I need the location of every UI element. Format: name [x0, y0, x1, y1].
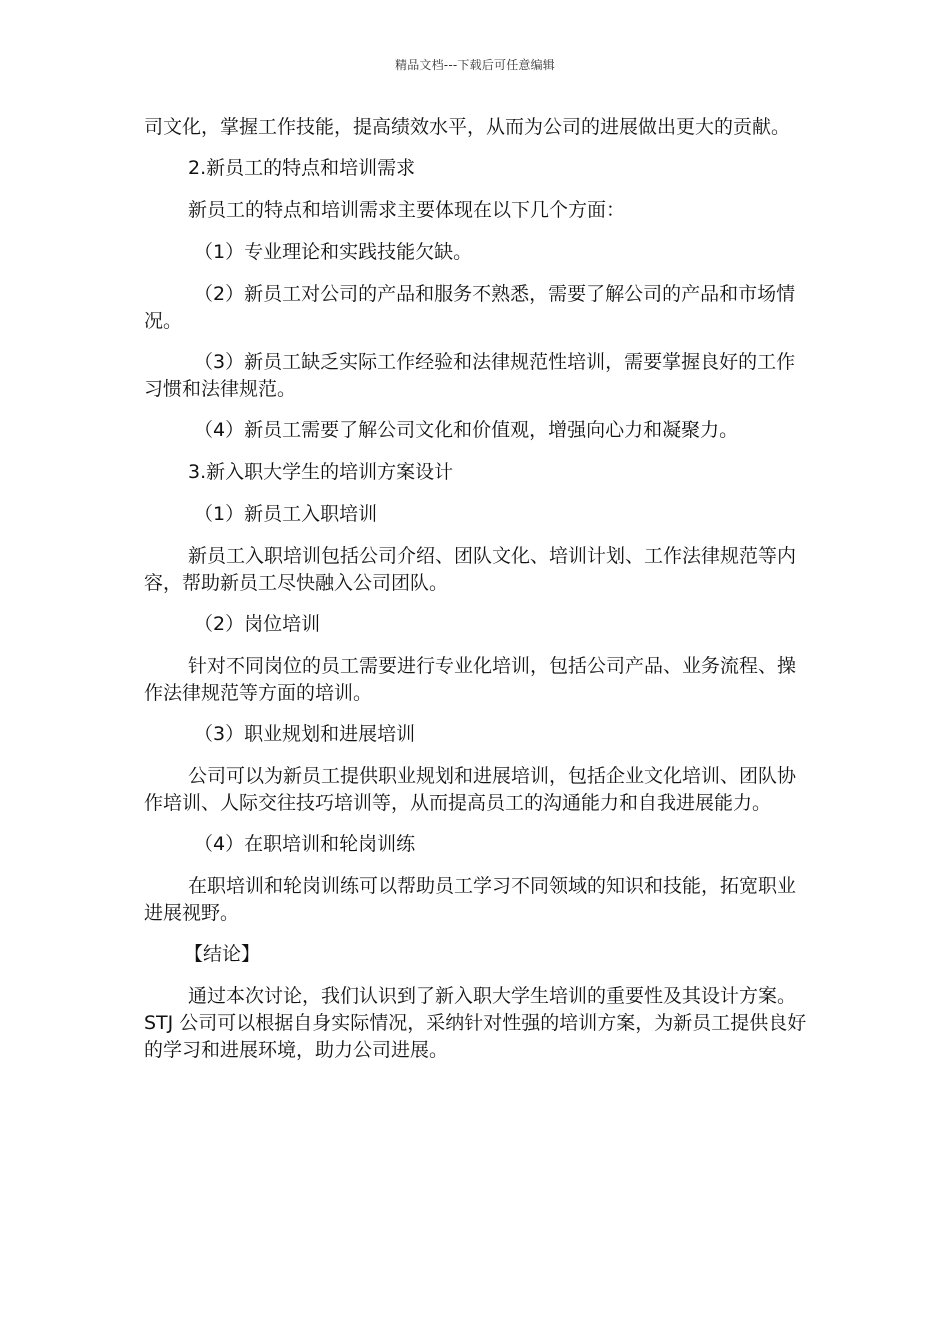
paragraph-onboarding-training: 新员工入职培训包括公司介绍、团队文化、培训计划、工作法律规范等内容，帮助新员工尽快融入公司团队。	[144, 545, 797, 594]
subheading-onboarding-training: （1）新员工入职培训	[194, 503, 378, 525]
page-header: 精品文档---下载后可任意编辑	[395, 58, 555, 72]
subheading-position-training: （2）岗位培训	[194, 613, 321, 635]
paragraph-job-rotation: 在职培训和轮岗训练可以帮助员工学习不同领域的知识和技能，拓宽职业进展视野。	[144, 875, 797, 924]
section-heading-2: 2.新员工的特点和培训需求	[188, 157, 416, 179]
list-item-4: （4）新员工需要了解公司文化和价值观，增强向心力和凝聚力。	[194, 419, 739, 441]
paragraph-intro: 新员工的特点和培训需求主要体现在以下几个方面：	[188, 199, 626, 221]
list-item-3: （3）新员工缺乏实际工作经验和法律规范性培训，需要掌握良好的工作习惯和法律规范。	[144, 351, 796, 400]
paragraph-career-training: 公司可以为新员工提供职业规划和进展培训，包括企业文化培训、团队协作培训、人际交往技巧培训等，从而提高员工的沟通能力和自我进展能力。	[144, 765, 797, 814]
list-item-1: （1）专业理论和实践技能欠缺。	[194, 241, 473, 263]
subheading-career-training: （3）职业规划和进展培训	[194, 723, 416, 745]
paragraph-continuation: 司文化，掌握工作技能，提高绩效水平，从而为公司的进展做出更大的贡献。	[144, 116, 791, 138]
paragraph-position-training: 针对不同岗位的员工需要进行专业化培训，包括公司产品、业务流程、操作法律规范等方面的培训。	[144, 655, 797, 704]
section-heading-3: 3.新入职大学生的培训方案设计	[188, 461, 454, 483]
subheading-job-rotation: （4）在职培训和轮岗训练	[194, 833, 416, 855]
paragraph-conclusion: 通过本次讨论，我们认识到了新入职大学生培训的重要性及其设计方案。STJ 公司可以根据自身实际情况，采纳针对性强的培训方案，为新员工提供良好的学习和进展环境，助力公司进展。	[144, 985, 807, 1061]
document-body	[144, 114, 808, 1078]
list-item-2: （2）新员工对公司的产品和服务不熟悉，需要了解公司的产品和市场情况。	[144, 283, 796, 332]
conclusion-heading: 【结论】	[184, 943, 261, 965]
